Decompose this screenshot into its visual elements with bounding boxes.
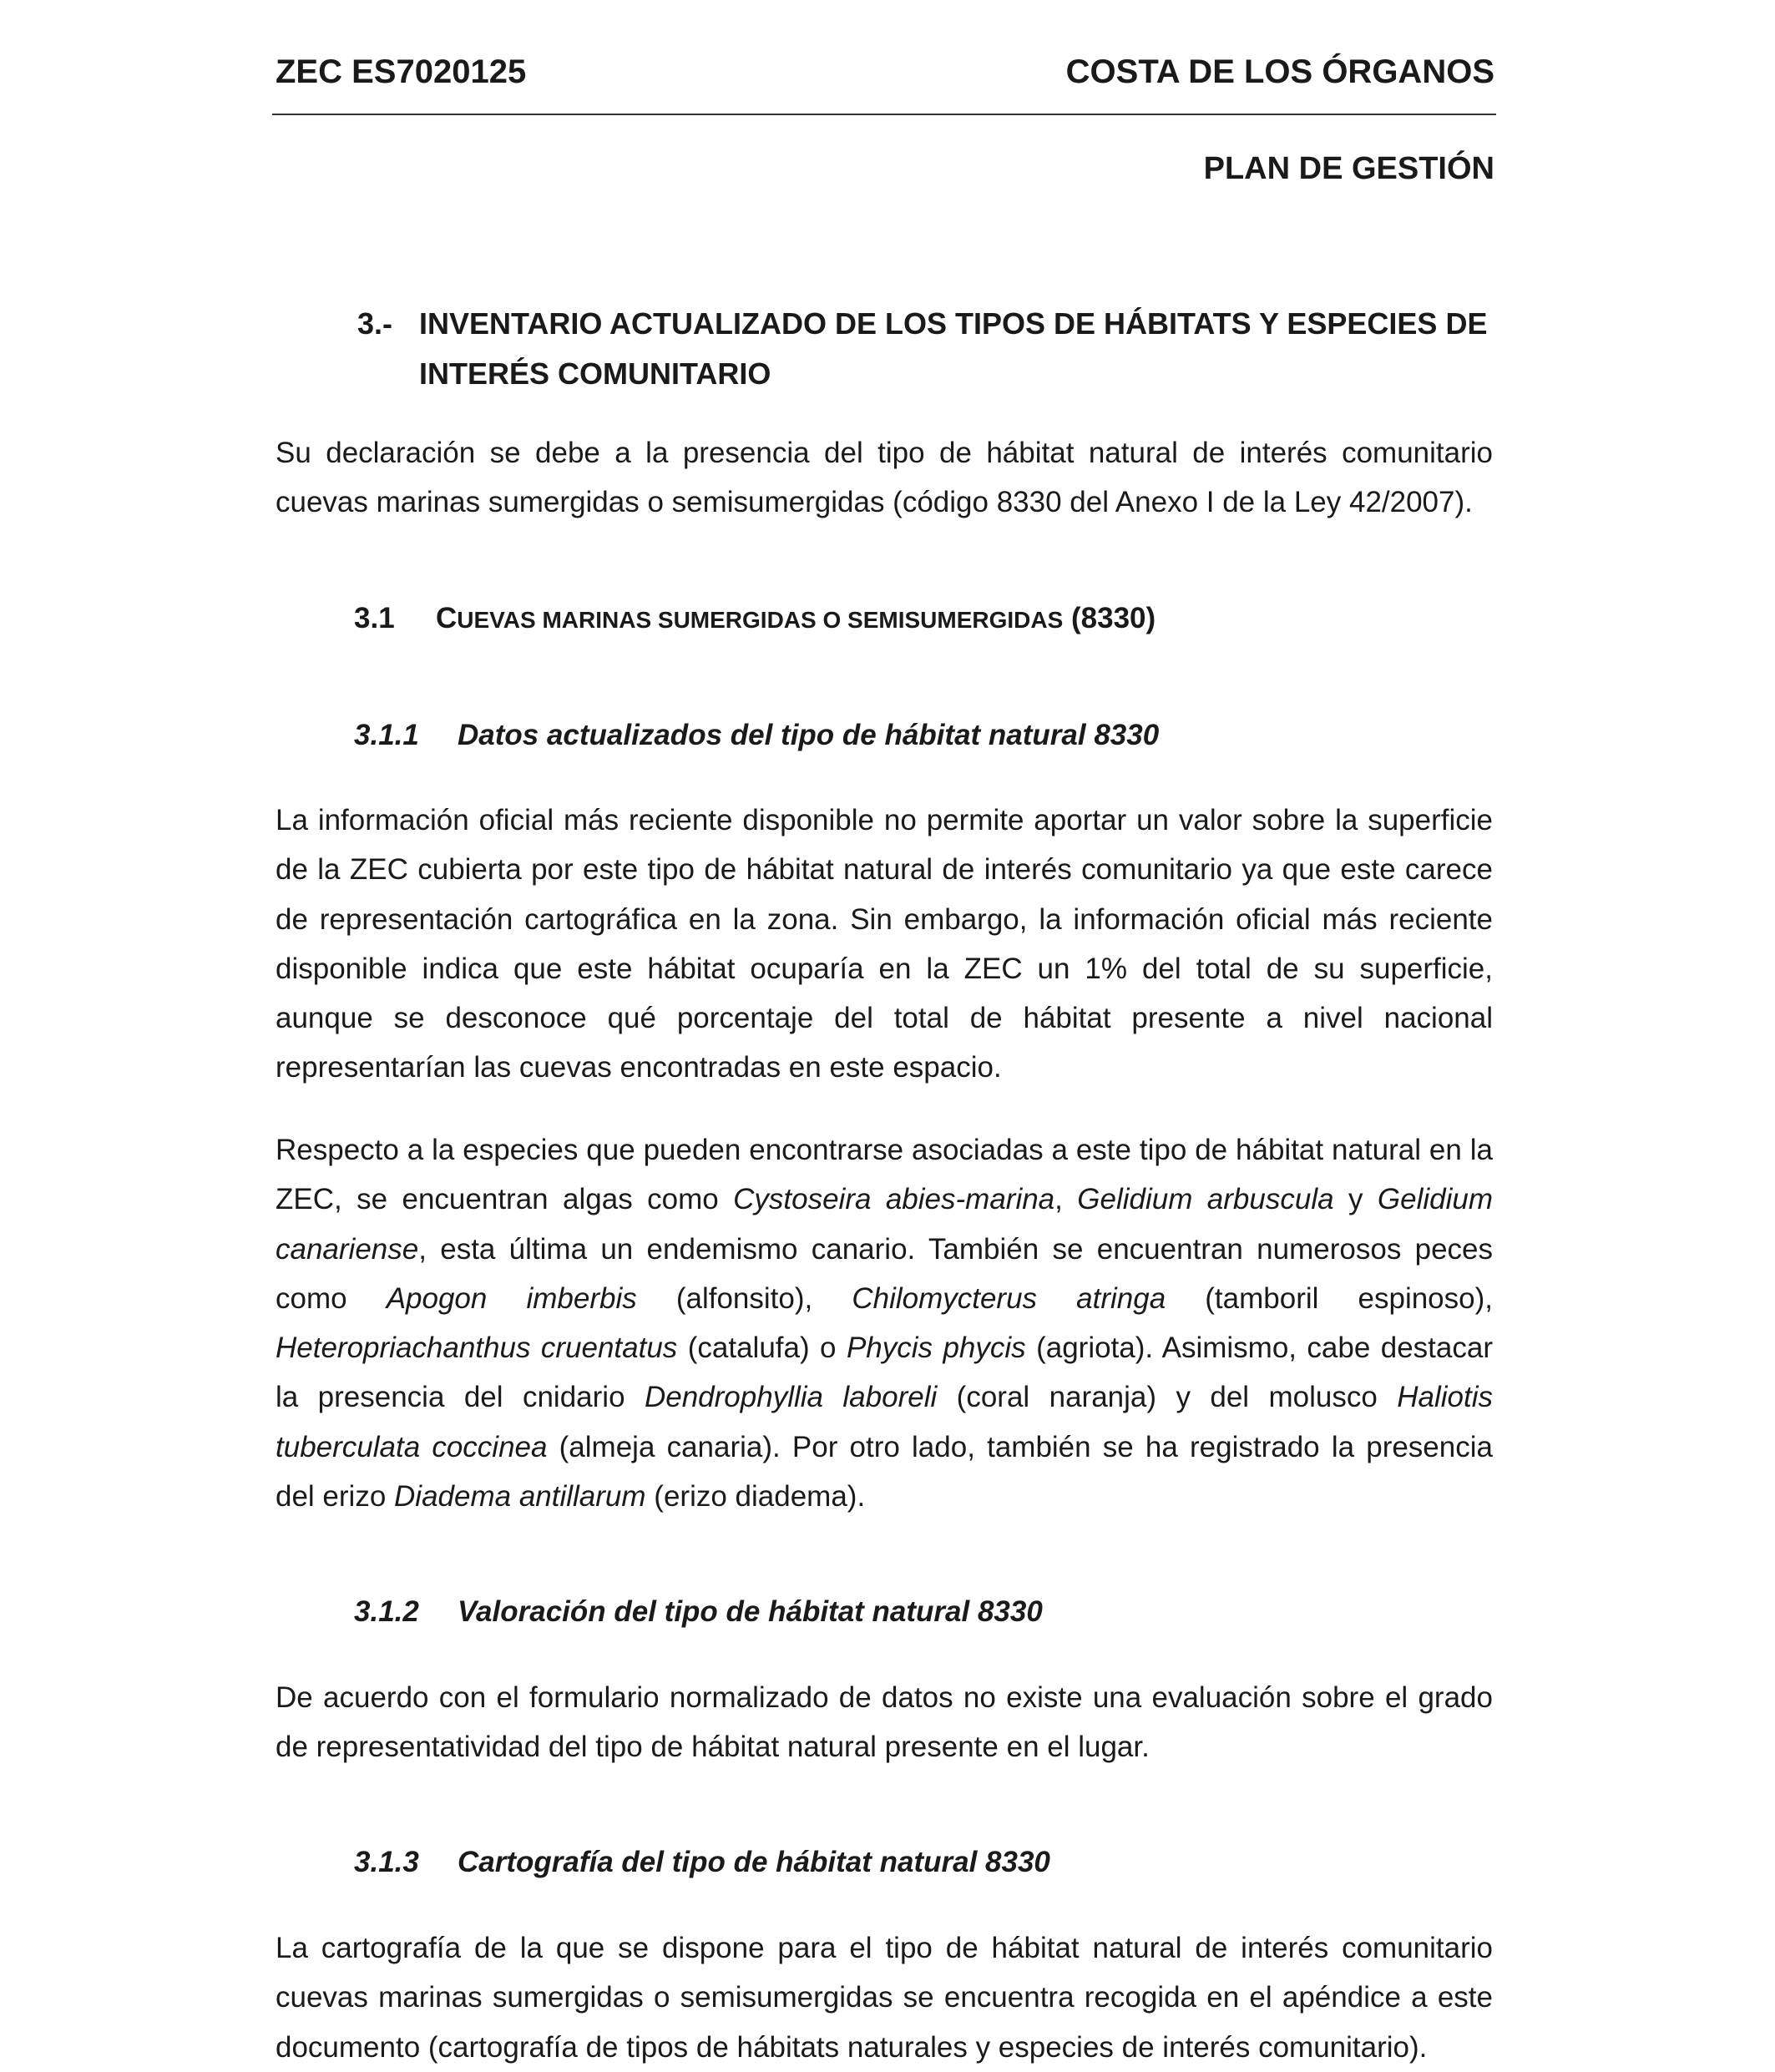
- section-3-number: 3.-: [357, 306, 393, 341]
- text-run: y: [1333, 1183, 1378, 1216]
- section-3-1-title: [436, 598, 1156, 641]
- species-name: Gelidium canariense: [276, 1183, 1493, 1266]
- section-3-1-3-number: 3.1.3: [354, 1846, 419, 1878]
- section-3-1-1-title: Datos actualizados del tipo de hábitat natural 8330: [458, 719, 1160, 751]
- header-divider: [272, 114, 1496, 115]
- section-3-1-title-smallcaps: UEVAS MARINAS SUMERGIDAS O SEMISUMERGIDAS: [457, 607, 1064, 633]
- section-3-1-title-initial: C: [436, 602, 458, 634]
- species-name: Diadema antillarum: [394, 1480, 646, 1514]
- text-run: (tamboril espinoso),: [1166, 1281, 1493, 1315]
- header-site-code: ZEC ES7020125: [276, 53, 527, 90]
- species-name: Haliotis tuberculata coccinea: [276, 1381, 1494, 1463]
- species-name: Cystoseira abies-marina: [733, 1183, 1055, 1216]
- header-document-type: PLAN DE GESTIÓN: [1203, 151, 1494, 186]
- text-run: ,: [1054, 1183, 1078, 1216]
- species-name: Phycis phycis: [846, 1332, 1026, 1365]
- section-3-1-title-code: (8330): [1063, 602, 1156, 634]
- section-3-1-2-paragraph: De acuerdo con el formulario normalizado de datos no existe una evaluación sobre el grado de representatividad del tipo de hábitat natural presente en el lugar.: [276, 1681, 1493, 1764]
- section-3-1-1-paragraph-2: [276, 1125, 1493, 1521]
- section-3-1-1-paragraph-1: La información oficial más reciente disponible no permite aportar un valor sobre la superficie de la ZEC cubierta por este tipo de hábitat natural de interés comunitario ya que este carece de representación cartográfica en la zona. Sin embargo, la información oficial más reciente disponible indica que este hábitat ocuparía en la ZEC un 1% del total de su superficie, aunque se desconoce qué porcentaje del total de hábitat presente a nivel nacional representarían las cuevas encontradas en este espacio.: [276, 804, 1493, 1084]
- section-3-1-3-title: Cartografía del tipo de hábitat natural 8330: [458, 1846, 1050, 1878]
- species-name: Dendrophyllia laboreli: [644, 1381, 938, 1414]
- section-3-1-2-number: 3.1.2: [354, 1595, 419, 1628]
- text-run: (almeja canaria). Por otro lado, también se ha registrado la presencia del erizo: [276, 1430, 1493, 1514]
- text-run: (catalufa) o: [677, 1332, 847, 1365]
- text-run: , esta última un endemismo canario. También se encuentran numerosos peces como: [276, 1232, 1493, 1315]
- species-name: Heteropriachanthus cruentatus: [276, 1332, 678, 1365]
- section-3-1-number: 3.1: [354, 602, 395, 634]
- text-run: (agriota). Asimismo, cabe destacar la presencia del cnidario: [276, 1332, 1493, 1414]
- text-run: (coral naranja) y del molusco: [937, 1381, 1398, 1414]
- section-3-1-3-paragraph: La cartografía de la que se dispone para el tipo de hábitat natural de interés comunitario cuevas marinas sumergidas o semisumergidas se encuentra recogida en el apéndice a este documento (cartografía de tipos de hábitats naturales y especies de interés comunitario).: [276, 1932, 1493, 2064]
- section-3-1-2-title: Valoración del tipo de hábitat natural 8330: [458, 1595, 1043, 1628]
- species-name: Chilomycterus atringa: [852, 1281, 1166, 1315]
- text-run: Respecto a la especies que pueden encontrarse asociadas a este tipo de hábitat natural en la ZEC, se encuentran algas como: [276, 1134, 1493, 1216]
- section-3-1-1-number: 3.1.1: [354, 719, 419, 751]
- section-3-intro-paragraph: Su declaración se debe a la presencia del tipo de hábitat natural de interés comunitario cuevas marinas sumergidas o semisumergidas (código 8330 del Anexo I de la Ley 42/2007).: [276, 437, 1493, 519]
- section-3-title: INVENTARIO ACTUALIZADO DE LOS TIPOS DE HÁBITATS Y ESPECIES DE INTERÉS COMUNITARIO: [419, 306, 1488, 391]
- species-name: Apogon imberbis: [386, 1281, 637, 1315]
- text-run: (erizo diadema).: [645, 1480, 866, 1514]
- text-run: (alfonsito),: [636, 1281, 852, 1315]
- species-name: Gelidium arbuscula: [1077, 1183, 1334, 1216]
- header-site-name: COSTA DE LOS ÓRGANOS: [1065, 53, 1494, 90]
